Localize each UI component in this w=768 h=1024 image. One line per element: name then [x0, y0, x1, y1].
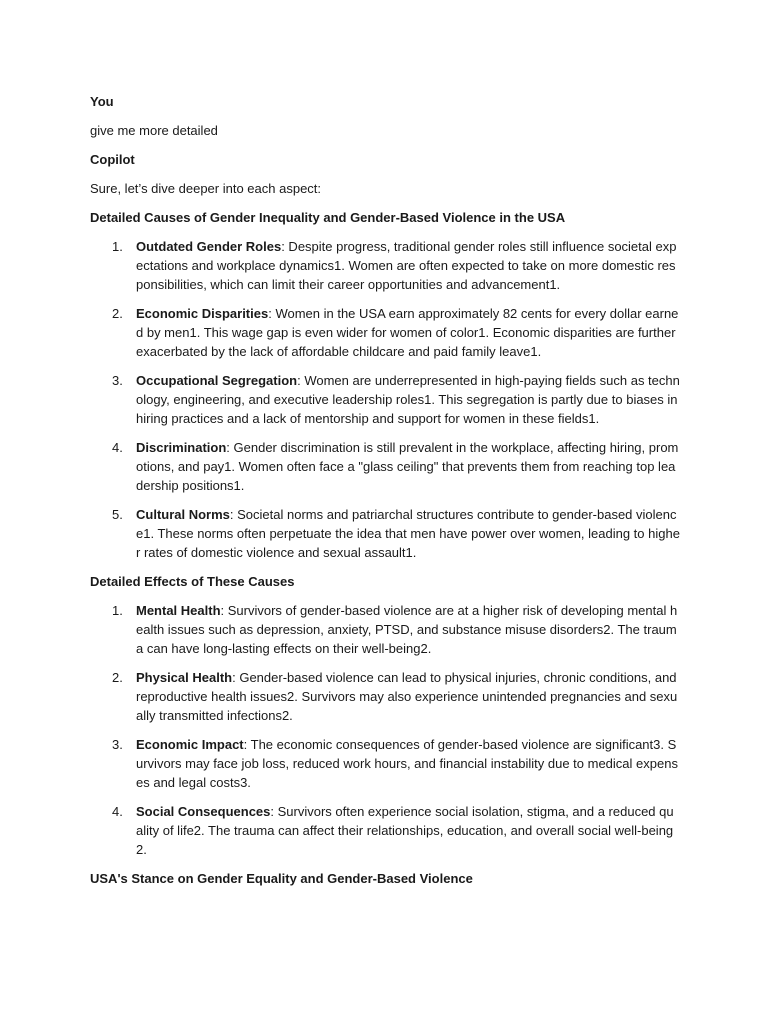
list-item	[90, 438, 680, 495]
user-message: give me more detailed	[90, 123, 218, 138]
list-text: : Survivors of gender-based violence are at a higher risk of developing mental health issues such as depression, anxiety, PTSD, and substance misuse disorders2. The trauma can have long-lasting effects on their well-being2.	[136, 603, 678, 656]
list-term: Cultural Norms	[136, 507, 230, 522]
list-item	[90, 802, 680, 859]
list-text: : The economic consequences of gender-based violence are significant3. Survivors may face job loss, reduced work hours, and financial instability due to medical expenses and legal costs3.	[136, 737, 678, 790]
list-item	[90, 237, 680, 294]
list-item	[90, 601, 680, 658]
assistant-label: Copilot	[90, 152, 135, 167]
list-term: Discrimination	[136, 440, 227, 455]
section-heading-causes: Detailed Causes of Gender Inequality and Gender-Based Violence in the USA	[90, 210, 566, 225]
list-text: : Societal norms and patriarchal structures contribute to gender-based violence1. These norms often perpetuate the idea that men have power over women, leading to higher rates of domestic violence and sexual assault1.	[136, 507, 680, 560]
list-term: Mental Health	[136, 603, 221, 618]
section-heading-effects: Detailed Effects of These Causes	[90, 574, 295, 589]
list-text: : Gender discrimination is still prevalent in the workplace, affecting hiring, promotions, and pay1. Women often face a "glass ceiling" that prevents them from reaching top leadership positions1.	[136, 440, 679, 493]
list-term: Social Consequences	[136, 804, 271, 819]
list-number: 2.	[112, 306, 123, 321]
list-number: 3.	[112, 373, 123, 388]
list-number: 4.	[112, 804, 123, 819]
list-text: : Survivors often experience social isolation, stigma, and a reduced quality of life2. The trauma can affect their relationships, education, and overall social well-being2.	[136, 804, 674, 857]
list-term: Economic Impact	[136, 737, 244, 752]
list-text: : Women in the USA earn approximately 82 cents for every dollar earned by men1. This wage gap is even wider for women of color1. Economic disparities are further exacerbated by the lack of affordable childcare and paid family leave1.	[136, 306, 679, 359]
causes-list	[90, 237, 680, 562]
list-text: : Gender-based violence can lead to physical injuries, chronic conditions, and reproductive health issues2. Survivors may also experience unintended pregnancies and sexually transmitted infections2.	[136, 670, 678, 723]
list-term: Occupational Segregation	[136, 373, 298, 388]
list-item	[90, 505, 680, 562]
list-number: 1.	[112, 239, 123, 254]
list-text: : Despite progress, traditional gender roles still influence societal expectations and workplace dynamics1. Women are often expected to take on more domestic responsibilities, which can limit their career opportunities and advancement1.	[136, 239, 677, 292]
list-term: Outdated Gender Roles	[136, 239, 282, 254]
list-number: 4.	[112, 440, 123, 455]
effects-list	[90, 601, 680, 859]
list-number: 1.	[112, 603, 123, 618]
list-item	[90, 304, 680, 361]
list-term: Physical Health	[136, 670, 233, 685]
list-term: Economic Disparities	[136, 306, 269, 321]
document-page	[90, 92, 680, 898]
assistant-intro: Sure, let’s dive deeper into each aspect:	[90, 181, 322, 196]
list-item	[90, 735, 680, 792]
section-heading-stance: USA's Stance on Gender Equality and Gender-Based Violence	[90, 871, 473, 886]
list-number: 3.	[112, 737, 123, 752]
list-number: 2.	[112, 670, 123, 685]
list-number: 5.	[112, 507, 123, 522]
list-text: : Women are underrepresented in high-paying fields such as technology, engineering, and executive leadership roles1. This segregation is partly due to biases in hiring practices and a lack of mentorship and support for women in these fields1.	[136, 373, 680, 426]
list-item	[90, 668, 680, 725]
user-label: You	[90, 94, 114, 109]
list-item	[90, 371, 680, 428]
